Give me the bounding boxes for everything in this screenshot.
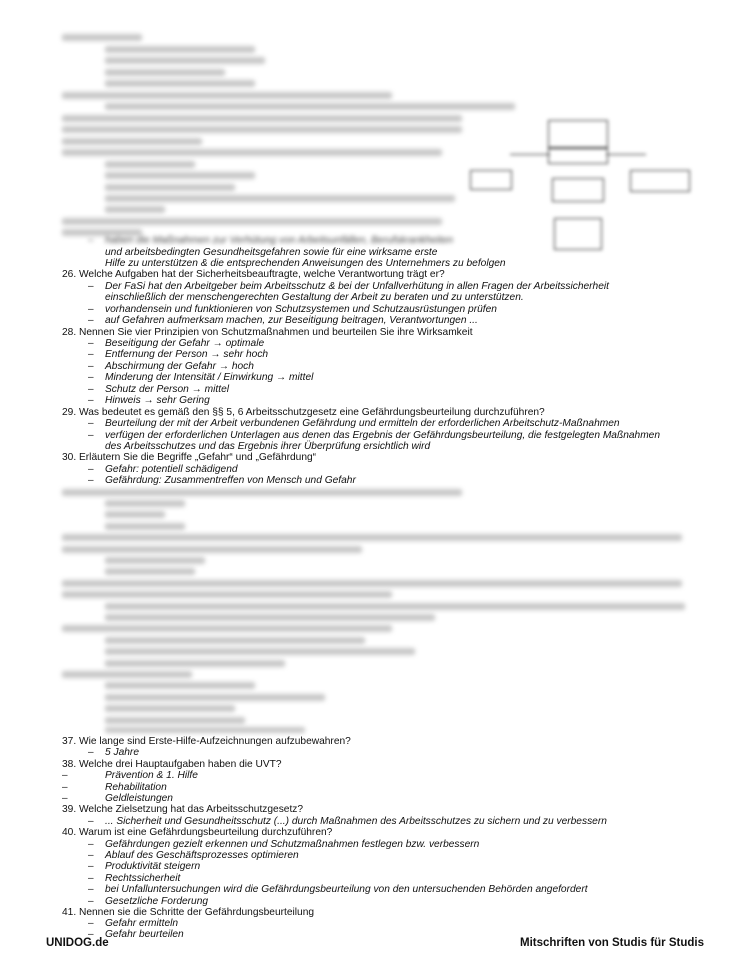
question-41: 41. Nennen sie die Schritte der Gefährdungsbeurteilung xyxy=(62,907,315,918)
footer-tagline: Mitschriften von Studis für Studis xyxy=(519,937,704,949)
question-40: 40. Warum ist eine Gefährdungsbeurteilung durchzuführen? xyxy=(62,827,333,838)
answer-line: verfügen der erforderlichen Unterlagen aus denen das Ergebnis der Gefährdungsbeurteilung, die festgelegten Maßnahmen xyxy=(105,430,661,441)
question-30: 30. Erläutern Sie die Begriffe „Gefahr“ und „Gefährdung“ xyxy=(62,452,317,463)
answer-line: Beurteilung der mit der Arbeit verbundenen Gefährdung und ermitteln der erforderlichen Arbeitschutz-Maßnahmen xyxy=(105,418,620,429)
answer-line: Gefährdungen gezielt erkennen und Schutzmaßnahmen festlegen bzw. verbessern xyxy=(105,839,480,850)
answer-line: Gefahr ermitteln xyxy=(105,918,179,929)
answer-line: Der FaSi hat den Arbeitgeber beim Arbeitsschutz & bei der Unfallverhütung in allen Fragen der Arbeitssicherheit xyxy=(105,281,609,292)
answer-line: auf Gefahren aufmerksam machen, zur Beseitigung beitragen, Verantwortungen ... xyxy=(105,315,478,326)
answer-line: Gefahr beurteilen xyxy=(105,929,184,940)
answer-line: Gefährdung: Zusammentreffen von Mensch und Gefahr xyxy=(105,475,356,486)
answer-line: vorhandensein und funktionieren von Schutzsystemen und Schutzausrüstungen prüfen xyxy=(105,304,497,315)
answer-line: des Arbeitsschutzes und das Ergebnis ihrer Überprüfung ersichtlich wird xyxy=(105,441,431,452)
answer-line: Produktivität steigern xyxy=(105,861,201,872)
answer-line: Abschirmung der Gefahr → hoch xyxy=(105,361,254,372)
answer-line: Beseitigung der Gefahr → optimale xyxy=(105,338,265,349)
answer-line: Schutz der Person → mittel xyxy=(105,384,229,395)
answer-line: Minderung der Intensität / Einwirkung → mittel xyxy=(105,372,314,383)
footer-brand: UNIDOG.de xyxy=(46,937,109,949)
question-26: 26. Welche Aufgaben hat der Sicherheitsbeauftragte, welche Verantwortung trägt er? xyxy=(62,269,445,280)
answer-line: haben die Maßnahmen zur Verhütung von Arbeitsunfällen, Berufskrankheiten xyxy=(105,235,454,246)
answer-line: Rechtssicherheit xyxy=(105,873,181,884)
answer-line: Entfernung der Person → sehr hoch xyxy=(105,349,269,360)
answer-line: einschließlich der menschengerechten Gestaltung der Arbeit zu beraten und zu unterstützen. xyxy=(105,292,524,303)
blurred-diagram xyxy=(470,118,705,258)
answer-line: 5 Jahre xyxy=(105,747,139,758)
answer-line: Rehabilitation xyxy=(105,782,167,793)
answer-line: Gefahr: potentiell schädigend xyxy=(105,464,238,475)
answer-line: Gesetzliche Forderung xyxy=(105,896,209,907)
question-38: 38. Welche drei Hauptaufgaben haben die UVT? xyxy=(62,759,282,770)
answer-line: Prävention & 1. Hilfe xyxy=(105,770,198,781)
answer-line: Hilfe zu unterstützen & die entsprechenden Anweisungen des Unternehmers zu befolgen xyxy=(105,258,506,269)
answer-line: und arbeitsbedingten Gesundheitsgefahren sowie für eine wirksame erste xyxy=(105,247,438,258)
answer-line: Ablauf des Geschäftsprozesses optimieren xyxy=(105,850,299,861)
document-page: – haben die Maßnahmen zur Verhütung von Arbeitsunfällen, Berufskrankheiten und arbeitsbedingten Gesundheitsgefahren sowie für eine wirksame erste Hilfe zu unterstützen & die entsprechenden Anweisungen des Unternehmers zu befolgen 26. Welche Aufgaben hat der Sicherheitsbeauftragte, welche Verantwortung trägt er? – Der FaSi hat den Arbeitgeber beim Arbeitsschutz & bei der Unfallverhütung in allen Fragen der Arbeitssicherheit einschließlich der menschengerechten Gestaltung der Arbeit zu beraten und zu unterstützen. – vorhandensein und funktionieren von Schutzsystemen und Schutzausrüstungen prüfen – auf Gefahren aufmerksam machen, zur Beseitigung beitragen, Verantwortungen ... 28. Nennen Sie vier Prinzipien von Schutzmaßnahmen und beurteilen Sie ihre Wirksamkeit – Beseitigung der Gefahr → optimale – Entfernung der Person → sehr hoch – Abschirmung der Gefahr → hoch – Minderung der Intensität / Einwirkung → mittel – Schutz der Person → mittel – Hinweis → sehr Gering 29. Was bedeutet es gemäß den §§ 5, 6 Arbeitsschutzgesetz eine Gefährdungsbeurteilung durchzuführen? – Beurteilung der mit der Arbeit verbundenen Gefährdung und ermitteln der erforderlichen Arbeitschutz-Maßnahmen – verfügen der erforderlichen Unterlagen aus denen das Ergebnis der Gefährdungsbeurteilung, die festgelegten Maßnahmen des Arbeitsschutzes und das Ergebnis ihrer Überprüfung ersichtlich wird 30. Erläutern Sie die Begriffe „Gefahr“ und „Gefährdung“ – Gefahr: potentiell schädigend – Gefährdung: Zusammentreffen von Mensch und Gefahr 37. Wie lange sind Erste-Hilfe-Aufzeichnungen aufzubewahren? – 5 Jahre 38. Welche drei Hauptaufgaben haben die UVT? – Prävention & 1. Hilfe – Rehabilitation – Geldleistungen 39. Welche Zielsetzung hat das Arbeitsschutzgesetz? – ... Sicherheit und Gesundheitsschutz (...) durch Maßnahmen des Arbeitsschutzes zu sichern und zu verbessern 40. Warum ist eine Gefährdungsbeurteilung durchzuführen? – Gefährdungen gezielt erkennen und Schutzmaßnahmen festlegen bzw. verbessern – Ablauf des Geschäftsprozesses optimieren – Produktivität steigern – Rechtssicherheit – bei Unfalluntersuchungen wird die Gefährdungsbeurteilung von den untersuchenden Behörden angefordert – Gesetzliche Forderung 41. Nennen sie die Schritte der Gefährdungsbeurteilung – Gefahr ermitteln – Gefahr beurteilen UNIDOG.de Mitschriften von Studis für Studis xyxy=(0,0,750,971)
answer-line: ... Sicherheit und Gesundheitsschutz (...) durch Maßnahmen des Arbeitsschutzes zu sichern und zu verbessern xyxy=(105,816,607,827)
question-29: 29. Was bedeutet es gemäß den §§ 5, 6 Arbeitsschutzgesetz eine Gefährdungsbeurteilung durchzuführen? xyxy=(62,407,545,418)
answer-line: Geldleistungen xyxy=(105,793,173,804)
question-28: 28. Nennen Sie vier Prinzipien von Schutzmaßnahmen und beurteilen Sie ihre Wirksamkeit xyxy=(62,327,473,338)
question-37: 37. Wie lange sind Erste-Hilfe-Aufzeichnungen aufzubewahren? xyxy=(62,736,351,747)
answer-line: Hinweis → sehr Gering xyxy=(105,395,210,406)
question-39: 39. Welche Zielsetzung hat das Arbeitsschutzgesetz? xyxy=(62,804,304,815)
answer-line: bei Unfalluntersuchungen wird die Gefährdungsbeurteilung von den untersuchenden Behörden angefordert xyxy=(105,884,588,895)
